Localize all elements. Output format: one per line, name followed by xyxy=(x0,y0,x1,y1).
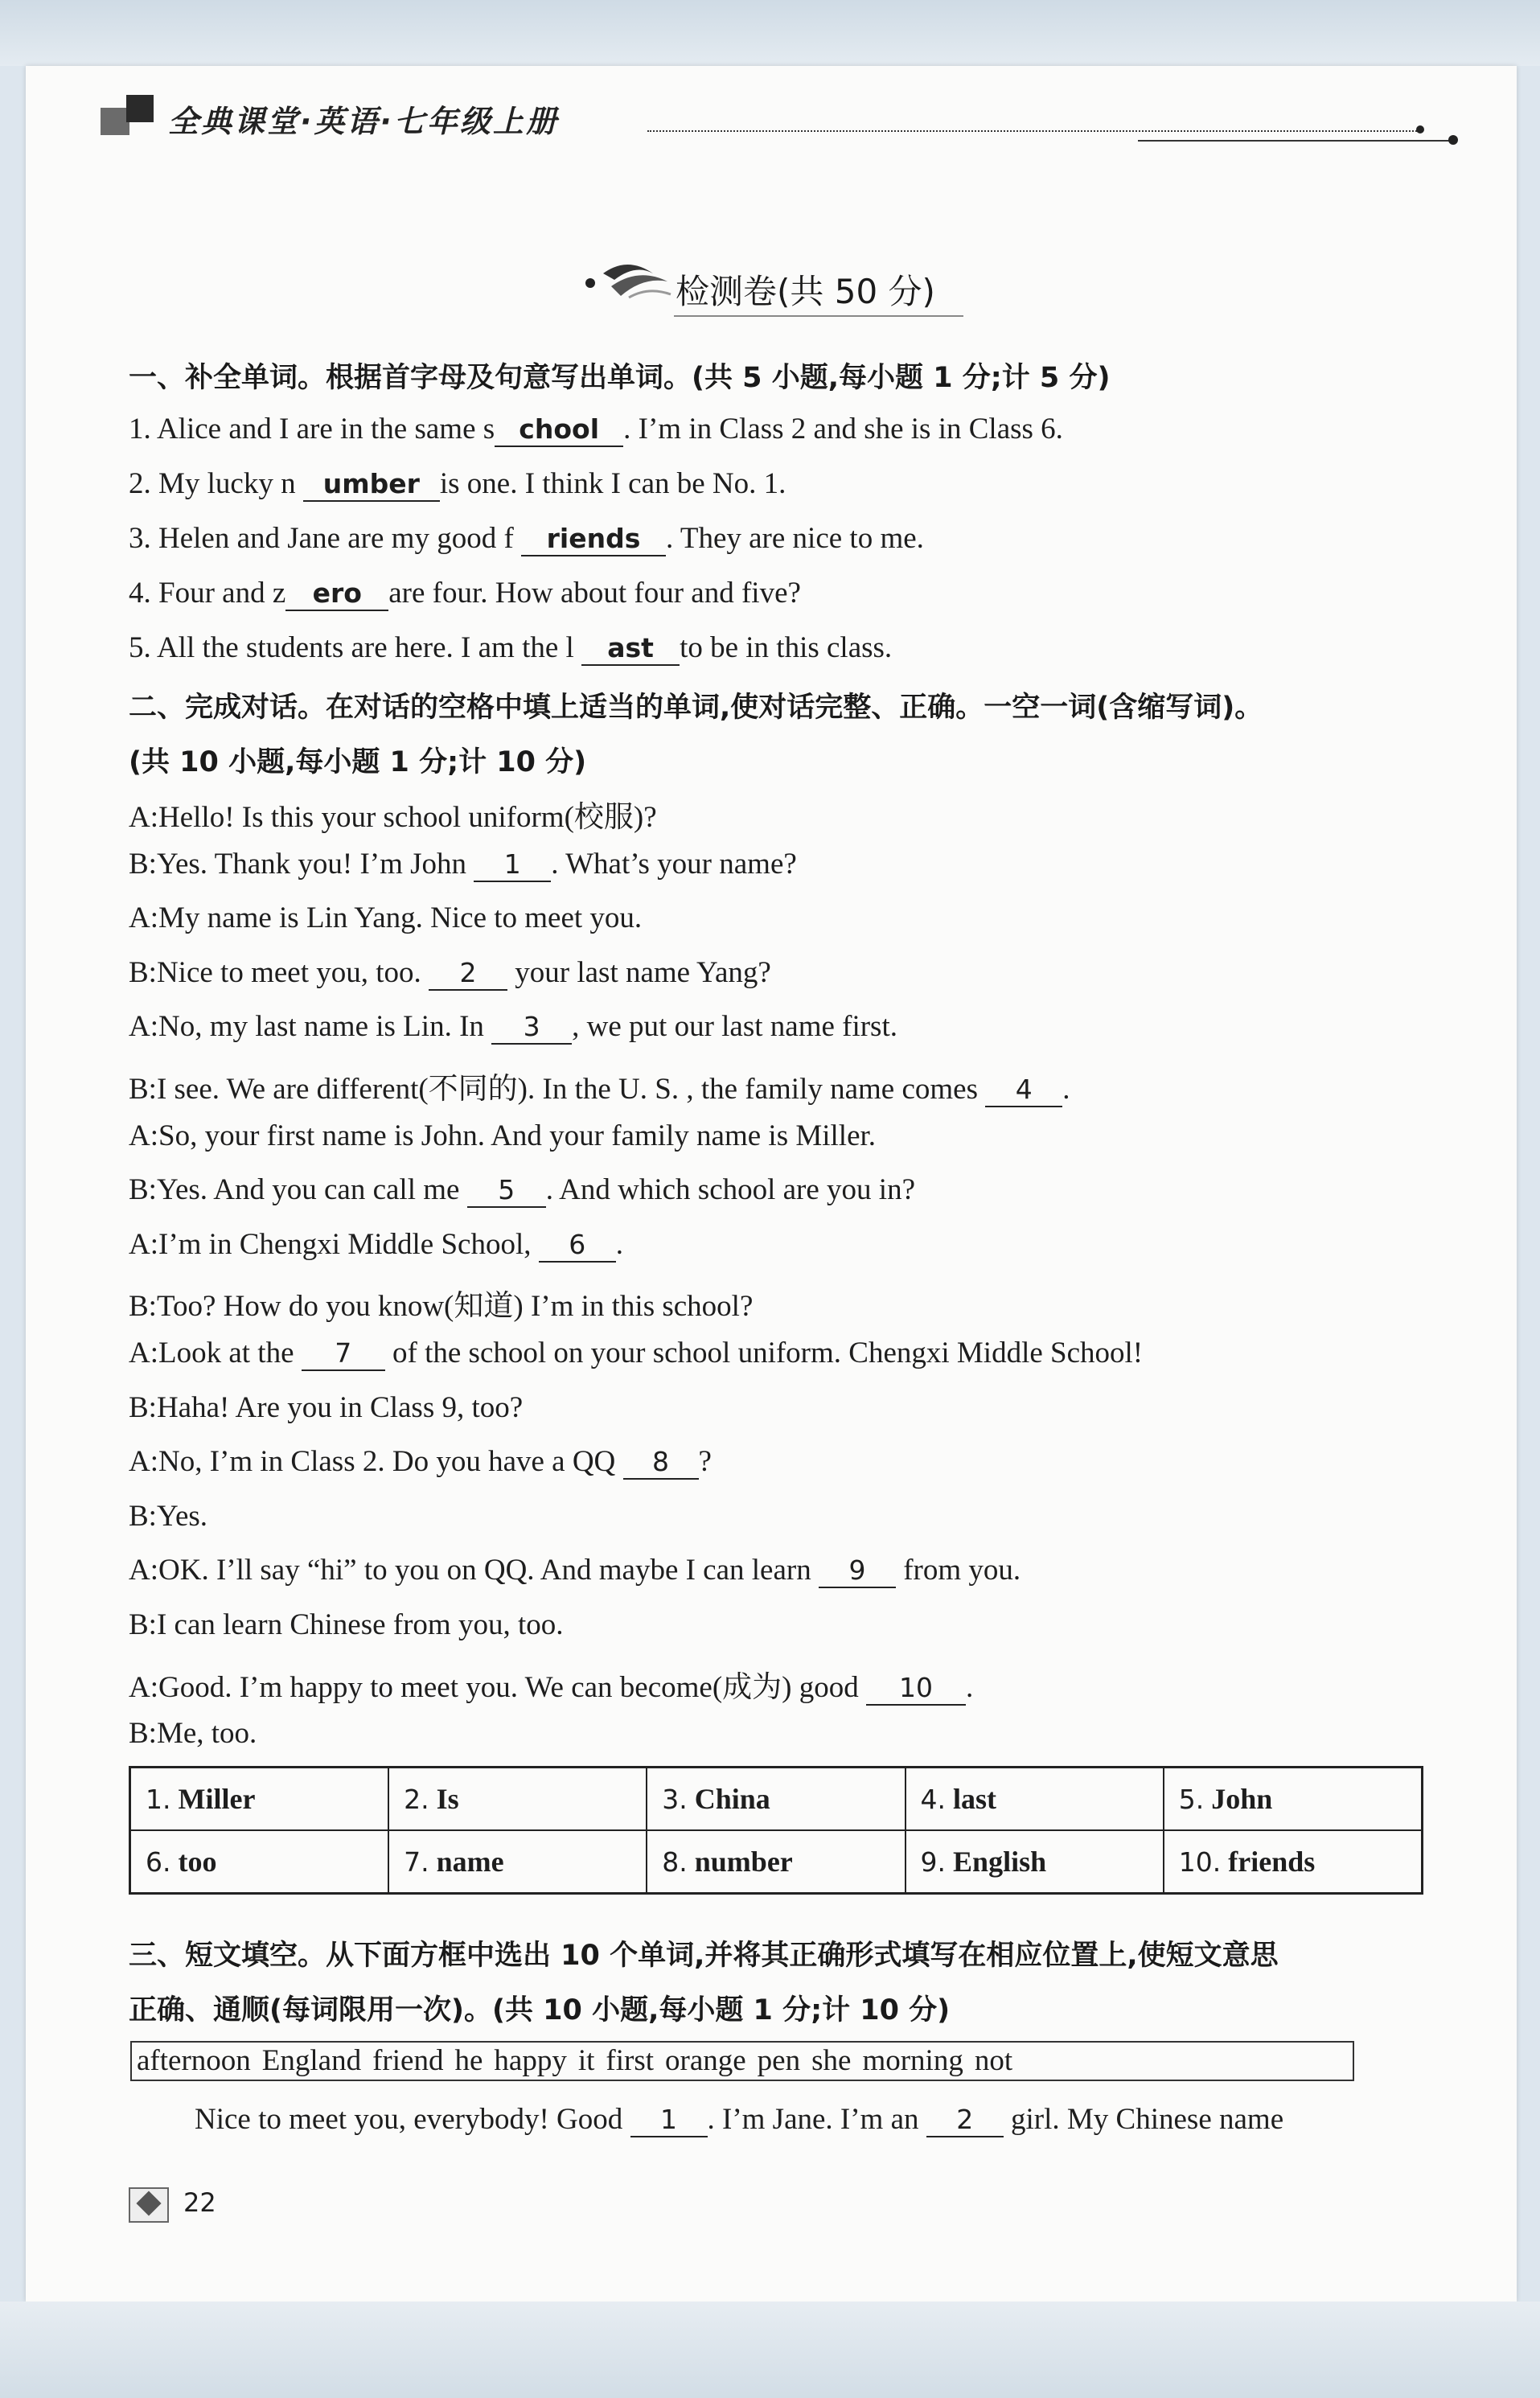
dialogue-blank-9: 9 xyxy=(819,1555,896,1588)
passage-blank-2: 2 xyxy=(926,2104,1004,2137)
header-dotted-rule xyxy=(647,130,1419,132)
dialogue-line: B:Me, too. xyxy=(129,1717,257,1750)
word-box-item: she xyxy=(811,2044,852,2077)
dialogue-blank-1: 1 xyxy=(474,849,551,882)
dialogue-blank-8: 8 xyxy=(623,1447,699,1480)
dialogue-line: A:OK. I’ll say “hi” to you on QQ. And maybe I can learn 9 from you. xyxy=(129,1554,1021,1587)
dialogue-line: B:I can learn Chinese from you, too. xyxy=(129,1608,564,1641)
word-box xyxy=(130,2041,1354,2081)
answer-cell: 9. English xyxy=(906,1830,1164,1894)
dialogue-blank-3: 3 xyxy=(491,1012,572,1045)
running-header xyxy=(101,95,1435,151)
section1-item-1: 1. Alice and I are in the same s chool . I’m in Class 2 and she is in Class 6. xyxy=(129,413,1063,446)
dialogue-line: B:Haha! Are you in Class 9, too? xyxy=(129,1391,524,1424)
word-box-item: not xyxy=(974,2044,1013,2077)
word-box-item: afternoon xyxy=(137,2044,251,2077)
dialogue-line: A:No, I’m in Class 2. Do you have a QQ 8 ? xyxy=(129,1445,712,1478)
dialogue-blank-10: 10 xyxy=(866,1673,966,1706)
section1-item-5: 5. All the students are here. I am the l ast to be in this class. xyxy=(129,631,893,664)
swirl-icon xyxy=(579,249,676,314)
dialogue-blank-2: 2 xyxy=(429,958,507,991)
answer-blank-3: riends xyxy=(521,524,666,556)
answer-blank-5: ast xyxy=(581,633,680,666)
dialogue-line: B:Yes. And you can call me 5 . And which school are you in? xyxy=(129,1173,916,1206)
test-title: 检测卷(共 50 分) xyxy=(676,272,935,311)
dialogue-blank-5: 5 xyxy=(467,1175,546,1208)
word-box-item: he xyxy=(454,2044,483,2077)
answer-cell: 10. friends xyxy=(1164,1830,1423,1894)
header-logo-square xyxy=(126,95,154,122)
section2-heading-line1: 二、完成对话。在对话的空格中填上适当的单词,使对话完整、正确。一空一词(含缩写词)。 xyxy=(129,692,1263,724)
section1-item-4: 4. Four and z ero are four. How about four and five? xyxy=(129,577,801,610)
header-solid-rule xyxy=(1138,140,1452,142)
word-box-item: happy xyxy=(494,2044,567,2077)
header-logo-square-back xyxy=(101,108,129,135)
word-box-item: it xyxy=(577,2044,595,2077)
section2-heading-line2: (共 10 小题,每小题 1 分;计 10 分) xyxy=(129,746,587,778)
answer-blank-4: ero xyxy=(285,578,388,611)
dialogue-line: B:Yes. Thank you! I’m John 1 . What’s your name? xyxy=(129,848,797,881)
word-box-item: England xyxy=(261,2044,362,2077)
dialogue-line: B:Too? How do you know(知道) I’m in this school? xyxy=(129,1290,754,1323)
dialogue-line: B:Yes. xyxy=(129,1500,208,1533)
passage-line-1: Nice to meet you, everybody! Good 1 . I’m Jane. I’m an 2 girl. My Chinese name xyxy=(195,2103,1284,2136)
section3-heading-line2: 正确、通顺(每词限用一次)。(共 10 小题,每小题 1 分;计 10 分) xyxy=(129,1994,951,2026)
passage-blank-1: 1 xyxy=(630,2104,708,2137)
answer-cell: 2. Is xyxy=(388,1768,647,1831)
section3-heading-line1: 三、短文填空。从下面方框中选出 10 个单词,并将其正确形式填写在相应位置上,使短文意思 xyxy=(129,1940,1279,1972)
dialogue-line: A:Good. I’m happy to meet you. We can become(成为) good 10 . xyxy=(129,1671,974,1704)
answer-cell: 5. John xyxy=(1164,1768,1423,1831)
dialogue-line: B:Nice to meet you, too. 2 your last name Yang? xyxy=(129,956,771,989)
dialogue-line: A:Look at the 7 of the school on your school uniform. Chengxi Middle School! xyxy=(129,1337,1144,1369)
dialogue-line: A:My name is Lin Yang. Nice to meet you. xyxy=(129,901,643,934)
header-dot xyxy=(1416,125,1424,133)
header-end-dot xyxy=(1448,135,1458,145)
answer-cell: 6. too xyxy=(130,1830,389,1894)
answer-cell: 7. name xyxy=(388,1830,647,1894)
dialogue-line: A:No, my last name is Lin. In 3 , we put our last name first. xyxy=(129,1010,897,1043)
answer-cell: 3. China xyxy=(647,1768,905,1831)
answer-row-1 xyxy=(130,1768,1423,1831)
dialogue-line: B:I see. We are different(不同的). In the U. S. , the family name comes 4 . xyxy=(129,1073,1070,1106)
dialogue-line: A:So, your first name is John. And your family name is Miller. xyxy=(129,1119,877,1152)
answer-blank-1: chool xyxy=(495,414,623,447)
word-box-item: pen xyxy=(757,2044,801,2077)
section1-heading: 一、补全单词。根据首字母及句意写出单词。(共 5 小题,每小题 1 分;计 5 分) xyxy=(129,362,1111,394)
word-box-item: friend xyxy=(372,2044,444,2077)
title-underline xyxy=(674,315,963,317)
dialogue-line: A:I’m in Chengxi Middle School, 6 . xyxy=(129,1228,623,1261)
diamond-icon xyxy=(129,2187,169,2223)
word-box-item: morning xyxy=(862,2044,963,2077)
header-title: 全典课堂·英语·七年级上册 xyxy=(168,104,559,139)
scan-top-edge xyxy=(0,0,1540,66)
page-number: 22 xyxy=(183,2187,216,2218)
word-box-item: first xyxy=(606,2044,654,2077)
answer-cell: 1. Miller xyxy=(130,1768,389,1831)
answer-cell: 8. number xyxy=(647,1830,905,1894)
section1-item-3: 3. Helen and Jane are my good f riends . They are nice to me. xyxy=(129,522,924,555)
answer-row-2 xyxy=(130,1830,1423,1894)
dialogue-blank-4: 4 xyxy=(985,1074,1062,1107)
section1-item-2: 2. My lucky n umber is one. I think I can be No. 1. xyxy=(129,467,786,500)
section2-answer-table xyxy=(129,1766,1423,1895)
answer-blank-2: umber xyxy=(303,469,440,502)
answer-cell: 4. last xyxy=(906,1768,1164,1831)
test-title-block xyxy=(579,249,957,322)
dialogue-line: A:Hello! Is this your school uniform(校服)? xyxy=(129,801,657,834)
dialogue-blank-6: 6 xyxy=(539,1230,616,1263)
scan-bottom-edge xyxy=(0,2302,1540,2398)
dialogue-blank-7: 7 xyxy=(302,1338,385,1371)
word-box-item: orange xyxy=(665,2044,746,2077)
